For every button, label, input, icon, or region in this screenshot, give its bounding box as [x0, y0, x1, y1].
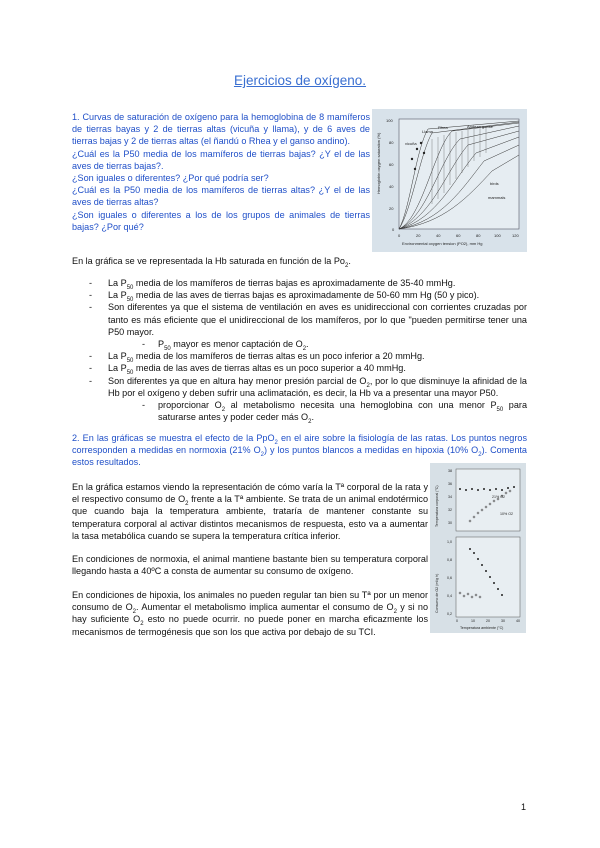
q1-intro — [72, 255, 527, 267]
fig1-label: vicuña — [405, 141, 417, 146]
q1-intro-text: En la gráfica se ve representada la Hb saturada en función de la Po — [72, 256, 345, 266]
answer-item: - La $P_{50}$ media de las aves de tierras altas es un poco superior a 40 mmHg. — [72, 362, 527, 374]
fig1-label: Llama — [422, 129, 433, 134]
fig2-xtick: 40 — [516, 619, 520, 623]
fig1-label: Rhea — [438, 125, 448, 130]
answer-subitem: - proporcionar $O_2$ al metabolismo necesita una hemoglobina con una menor $P_{50}$ para saturarse antes y poder ceder más $O_2$. — [72, 399, 527, 423]
fig1-xlabel: Environmental oxygen tension (PO2), mm Hg — [402, 241, 483, 246]
fig2-xtick: 20 — [486, 619, 490, 623]
fig2-ylabel-bottom: Consumo de O2 (ml/g h) — [435, 573, 439, 613]
question-2: 2. En las gráficas se muestra el efecto de la PpO$_2$ en el aire sobre la fisiología de las ratas. Los puntos negros corresponden a medidas en normoxia (21% $O_2$) y los puntos blancos a medidas en hipoxia (10% $O_2$). Comenta estos resultados. — [72, 433, 527, 468]
fig2-ytick: 0,6 — [447, 576, 452, 580]
fig2-xtick: 10 — [471, 619, 475, 623]
question-1 — [72, 111, 370, 233]
fig2-ytick: 32 — [448, 508, 452, 512]
fig1-xtick: 40 — [436, 233, 441, 238]
fig1-ytick: 80 — [389, 140, 394, 145]
q1-line: 1. Curvas de saturación de oxígeno para la hemoglobina de 8 mamíferos de tierras bayas y 2 de tierras altas (vicuña y llama), y de 6 aves de tierras bajas y 2 de tierras altas (el ñandú o Rhea y el ganso andino). — [72, 112, 370, 147]
fig1-label: mammals — [488, 195, 506, 200]
fig1-xtick: 80 — [476, 233, 481, 238]
fig2-ytick: 0,2 — [447, 612, 452, 616]
answer-item: - La $P_{50}$ media de los mamíferos de tierras altas es un poco inferior a 20 mmHg. — [72, 350, 527, 362]
fig1-xtick: 60 — [456, 233, 461, 238]
fig2-label-normoxia: 21% O2 — [492, 495, 505, 499]
q1-line: ¿Cuál es la P50 media de los mamíferos de tierras altas? ¿Y el de las aves de tierras altas? — [72, 185, 370, 208]
answer-subitem: - $P_{50}$ mayor es menor captación de $O_2$. — [72, 338, 527, 350]
fig1-ytick: 20 — [389, 206, 394, 211]
fig1-xtick: 0 — [398, 233, 401, 238]
fig2-ylabel-top: Temperatura corporal (°C) — [435, 485, 439, 527]
fig1-ylabel: Hemoglobin oxygen saturation (%) — [376, 132, 381, 194]
q1-intro-end: . — [348, 256, 351, 266]
page-title: Ejercicios de oxígeno. — [233, 73, 367, 88]
q1-line: ¿Cuál es la P50 media de los mamíferos de tierras bajas? ¿Y el de las aves de tierras bajas?. — [72, 148, 370, 171]
fig2-label-hipoxia: 10% O2 — [500, 512, 513, 516]
fig2-ytick: 38 — [448, 469, 452, 473]
fig1-ytick: 60 — [389, 162, 394, 167]
fig1-label: Andean goose — [467, 124, 493, 129]
fig1-xtick: 100 — [494, 233, 501, 238]
fig2-ytick: 36 — [448, 482, 452, 486]
q1-line: ¿Son iguales o diferentes a los de los grupos de animales de tierras bajas? ¿Por qué? — [72, 209, 370, 232]
answer-item: - La $P_{50}$ media de los mamíferos de tierras bajas es aproximadamente de 35-40 mmHg. — [72, 277, 527, 289]
answer-item: - La $P_{50}$ media de las aves de tierras bajas es aproximadamente de 50-60 mm Hg (50 y pico). — [72, 289, 527, 301]
q1-line: ¿Son iguales o diferentes? ¿Por qué podría ser? — [72, 173, 269, 184]
q2-paragraph-1: En la gráfica estamos viendo la representación de cómo varía la Tª corporal de la rata y el respectivo consumo de $O_2$ frente a la Tª ambiente. Se trata de un animal endotérmico que cuando baja la temperatura ambiente, trataría de mantener constante su temperatura corporal al activar distintos mecanismos de respuesta, esto va a aumentar la tasa metabólica cuando se supera la temperatura crítica inferior. — [72, 482, 428, 541]
fig2-ytick: 1,0 — [447, 540, 452, 544]
q1-intro-sub: 2 — [345, 262, 349, 269]
page-number: 1 — [520, 802, 526, 812]
fig1-xtick: 120 — [512, 233, 519, 238]
fig1-label: birds — [490, 181, 499, 186]
q1-answers — [72, 277, 527, 426]
answer-item: - Son diferentes ya que el sistema de ventilación en aves es unidireccional con corrientes cruzadas por tanto es más eficiente que el unidireccional de los mamíferos, por lo que "pueden permitirse tener una P50 mayor. — [72, 301, 527, 338]
fig2-xtick: 0 — [456, 619, 458, 623]
q2-paragraph-2: En condiciones de normoxia, el animal mantiene bastante bien su temperatura corporal llegando hasta a 40ºC a consta de aumentar su consumo de oxígeno. — [72, 554, 428, 577]
fig2-ytick: 34 — [448, 495, 452, 499]
fig1-ytick: 0 — [392, 227, 395, 232]
fig2-ytick: 0,8 — [447, 558, 452, 562]
answer-item: - Son diferentes ya que en altura hay menor presión parcial de $O_2$, por lo que disminuye la afinidad de la Hb por el oxígeno y deben sufrir una aclimatación, es decir, la Hb va a presentar una mayor P50. — [72, 375, 527, 399]
rat-physiology-figure — [430, 463, 526, 633]
fig2-xtick: 30 — [501, 619, 505, 623]
oxygen-saturation-figure — [372, 109, 527, 252]
fig2-xlabel: Temperatura ambiente (°C) — [460, 626, 504, 630]
fig2-ytick: 30 — [448, 521, 452, 525]
fig2-ytick: 0,4 — [447, 594, 452, 598]
q2-paragraph-3: En condiciones de hipoxia, los animales no pueden regular tan bien su Tª por un menor consumo de $O_2$. Aumentar el metabolismo implica aumentar el consumo de $O_2$ y si no hay suficiente $O_2$ esto no puede ocurrir. no puede poner en marcha eficazmente los mecanismos de termogénesis que son los que activa por debajo de su TCI. — [72, 590, 429, 637]
fig1-ytick: 100 — [386, 118, 393, 123]
fig1-ytick: 40 — [389, 184, 394, 189]
fig1-xtick: 20 — [416, 233, 421, 238]
